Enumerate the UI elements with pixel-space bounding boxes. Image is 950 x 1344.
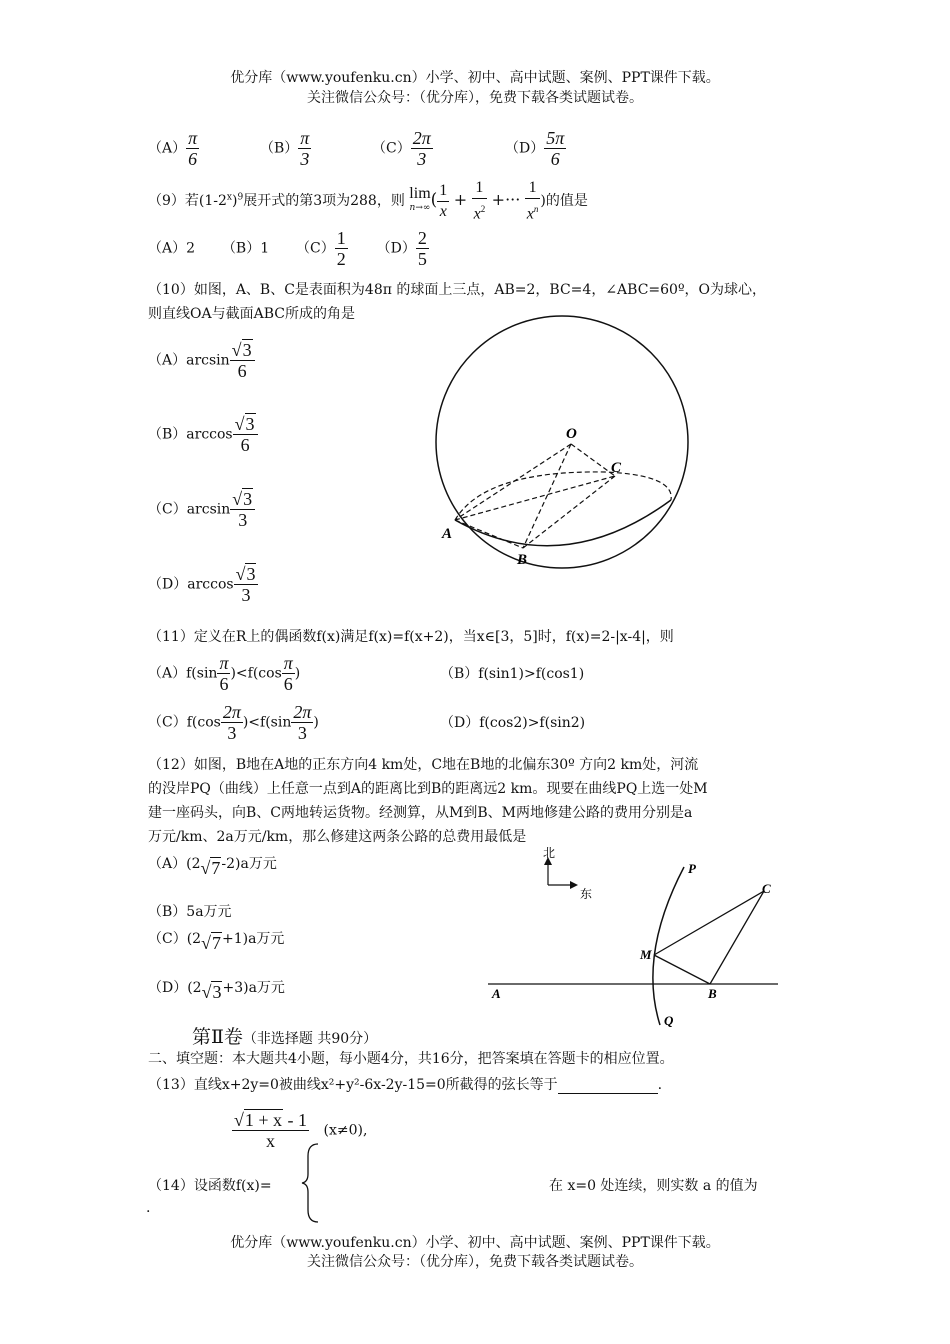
header-line-2: 关注微信公众号：（优分库），免费下载各类试题试卷。: [307, 90, 643, 106]
q9-question: （9）若$(1-2^x)^9$展开式的第3项为288，则 lim n→∞ ( $\frac{1}{x}$ + $\frac{1}{x^2}$ +··· $\frac{1}{x^n}$ )的值是: [148, 179, 588, 223]
q14-tail: 在 x=0 处连续，则实数 a 的值为: [549, 1178, 758, 1194]
q8-option-a: （A） $\frac{\pi}{6}$: [148, 128, 198, 169]
q11-option-d: （D）f(cos2)>f(sin2): [440, 715, 586, 731]
q12-option-d: （D）(2√3+3)a万元: [148, 980, 285, 1002]
q14-question: （14）设函数f(x)=: [148, 1178, 272, 1194]
east-arrowhead: [570, 881, 578, 889]
label-b: B: [708, 986, 717, 1001]
footer-line-1: 优分库（www.youfenku.cn）小学、初中、高中试题、案例、PPT课件下载。: [230, 1235, 720, 1251]
q10-line-2: 则直线OA与截面ABC所成的角是: [148, 306, 355, 322]
label-north: 北: [543, 846, 556, 860]
q13-answer-blank[interactable]: [558, 1079, 658, 1094]
river-figure: [488, 845, 788, 1030]
label-m: M: [640, 947, 652, 962]
label-p: P: [688, 861, 696, 876]
header-line-1: 优分库（www.youfenku.cn）小学、初中、高中试题、案例、PPT课件下载。: [230, 70, 720, 86]
label-o: O: [566, 426, 577, 442]
q8-option-b: （B） $\frac{\pi}{3}$: [260, 128, 310, 169]
q11-option-c: （C）f(cos $\frac{2\pi}{3}$ )<f(sin $\frac{2\pi}{3}$ ): [148, 702, 319, 743]
q12-option-c: （C）(2√7+1)a万元: [148, 931, 285, 953]
label-east: 东: [580, 887, 593, 901]
q11-line-1: （11）定义在R上的偶函数f(x)满足f(x)=f(x+2)，当x∈[3，5]时，f(x)=2-|x-4|，则: [148, 629, 674, 645]
q10-option-d: （D）arccos $\frac{√3}{3}$: [148, 564, 258, 605]
piecewise-brace: [300, 1142, 322, 1224]
q13-question: （13）直线x+2y=0被曲线x²+y²-6x-2y-15=0所截得的弦长等于 .: [148, 1077, 663, 1093]
q11-option-b: （B）f(sin1)>f(cos1): [440, 666, 585, 682]
section-front-arc: [455, 500, 671, 546]
q11-option-a: （A）f(sin $\frac{\pi}{6}$ )<f(cos $\frac{\pi}{6}$ ): [148, 653, 301, 694]
segment-mc: [654, 891, 764, 955]
segment-oc: [571, 444, 615, 476]
q12-option-b: （B）5a万元: [148, 904, 232, 920]
q12-line-3: 建一座码头，向B、C两地转运货物。经测算，从M到B、M两地修建公路的费用分别是a: [148, 805, 693, 821]
segment-ac: [455, 476, 615, 520]
part2-heading: 第Ⅱ卷（非选择题 共90分）: [192, 1026, 378, 1048]
q8-option-c: （C） $\frac{2\pi}{3}$: [372, 128, 431, 169]
q10-option-b: （B）arccos $\frac{√3}{6}$: [148, 414, 258, 455]
label-b: B: [517, 552, 528, 568]
q10-option-c: （C）arcsin $\frac{√3}{3}$: [148, 489, 255, 530]
q8-option-d: （D） $\frac{5\pi}{6}$: [505, 128, 565, 169]
label-c: C: [611, 460, 622, 476]
q9-options: （A）2 （B）1 （C） $\frac{1}{2}$ （D） $\frac{2}{5}$: [148, 228, 427, 269]
q12-line-4: 万元/km、2a万元/km，那么修建这两条公路的总费用最低是: [148, 829, 527, 845]
q14-end-dot: .: [146, 1200, 151, 1216]
part2-instruction: 二、填空题：本大题共4小题，每小题4分，共16分，把答案填在答题卡的相应位置。: [148, 1051, 674, 1067]
segment-mb: [654, 955, 710, 984]
label-a: A: [492, 986, 501, 1001]
label-q: Q: [664, 1013, 674, 1028]
q12-line-1: （12）如图，B地在A地的正东方向4 km处，C地在B地的北偏东30º 方向2 km处，河流: [148, 757, 699, 773]
q14-piece-top: $\frac{√1 + x - 1}{x}$ (x≠0),: [234, 1110, 368, 1151]
q10-option-a: （A）arcsin $\frac{√3}{6}$: [148, 340, 255, 381]
segment-bc: [710, 891, 764, 984]
q12-option-a: （A）(2√7-2)a万元: [148, 856, 277, 878]
sphere-figure: [425, 310, 705, 590]
label-c: C: [762, 881, 771, 896]
q12-line-2: 的没岸PQ（曲线）上任意一点到A的距离比到B的距离远2 km。现要在曲线PQ上选一处M: [148, 781, 708, 797]
q10-line-1: （10）如图，A、B、C是表面积为48π 的球面上三点，AB=2，BC=4，∠ABC=60º，O为球心，: [148, 282, 767, 298]
footer-line-2: 关注微信公众号：（优分库），免费下载各类试题试卷。: [307, 1254, 643, 1270]
label-a: A: [442, 526, 453, 542]
section-back-arc: [455, 472, 671, 520]
